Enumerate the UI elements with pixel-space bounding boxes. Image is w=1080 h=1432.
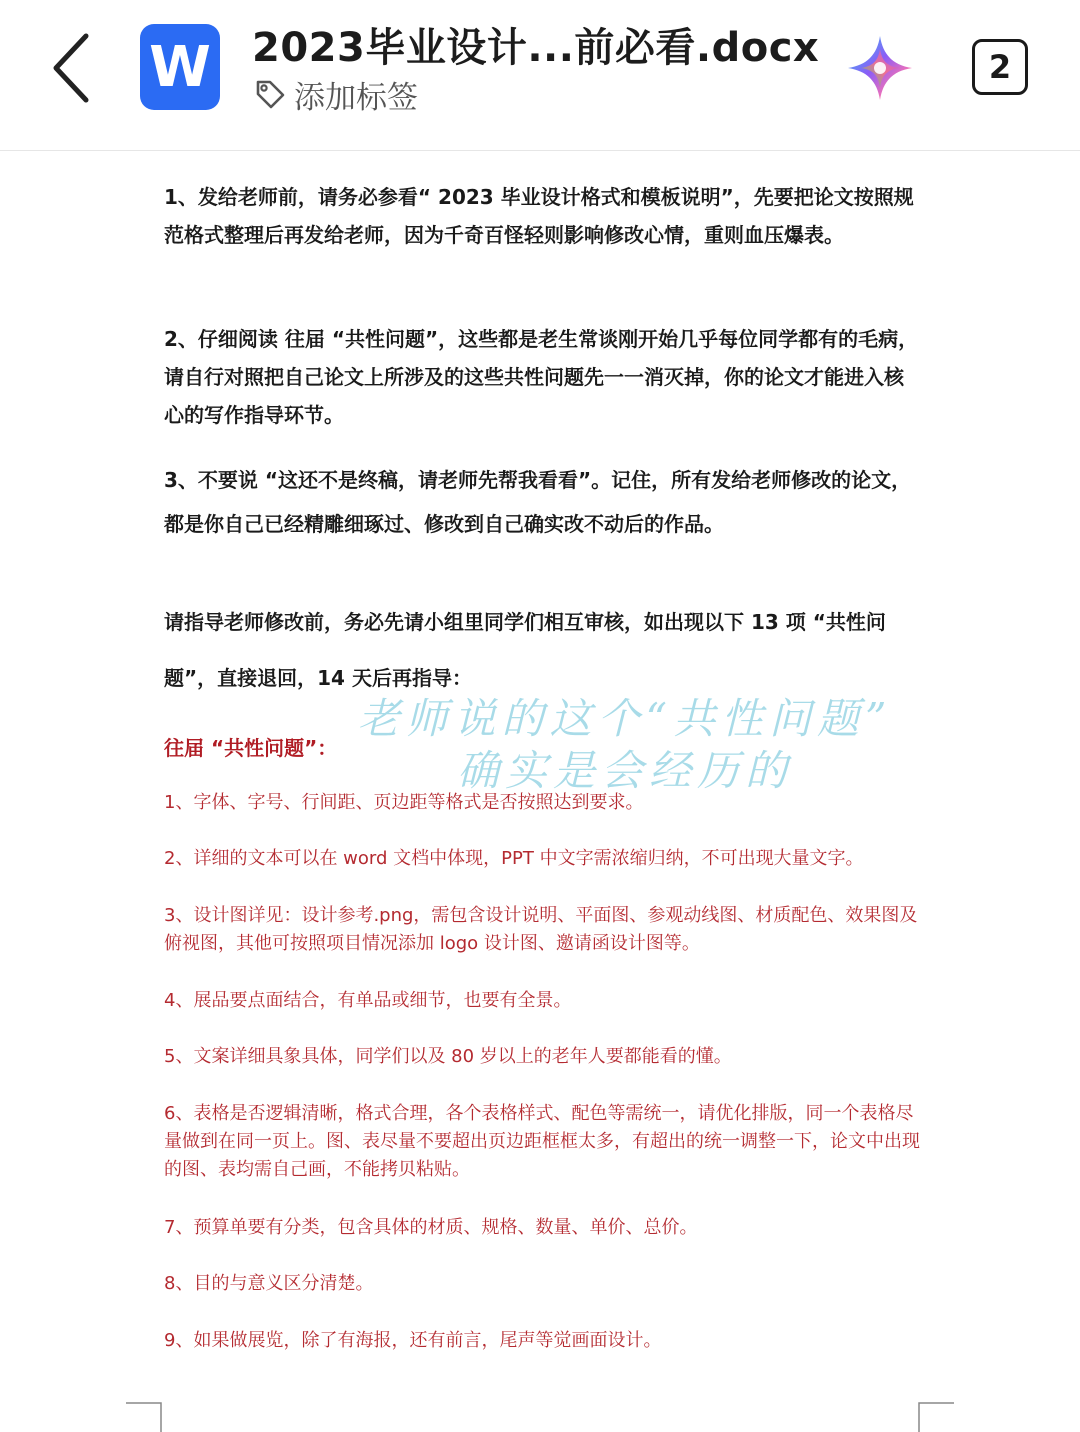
add-tag-button[interactable] — [254, 72, 418, 116]
issue-item-1: 1、字体、字号、行间距、页边距等格式是否按照达到要求。 — [164, 792, 644, 813]
ai-sparkle-icon — [845, 33, 915, 103]
issue-item-6: 6、表格是否逻辑清晰，格式合理，各个表格样式、配色等需统一，请优化排版，同一个表格尽量做到在同一页上。图、表尽量不要超出页边距框框太多，有超出的统一调整一下，论文中出现的图、表均需自己画，不能拷贝粘贴。 — [164, 1103, 920, 1180]
top-bar — [0, 0, 1080, 151]
paragraph-notice: 请指导老师修改前，务必先请小组里同学们相互审核，如出现以下 13 项 “共性问题”，直接退回，14 天后再指导： — [164, 610, 886, 690]
page-count-button[interactable]: 2 — [972, 39, 1028, 95]
paragraph-1: 1、发给老师前，请务必参看“ 2023 毕业设计格式和模板说明”，先要把论文按照规范格式整理后再发给老师，因为千奇百怪轻则影响修改心情，重则血压爆表。 — [164, 185, 914, 247]
paragraph-2: 2、仔细阅读 往届 “共性问题”，这些都是老生常谈刚开始几乎每位同学都有的毛病，请自行对照把自己论文上所涉及的这些共性问题先一一消灭掉，你的论文才能进入核心的写作指导环节。 — [164, 327, 919, 427]
issue-item-4: 4、展品要点面结合，有单品或细节，也要有全景。 — [164, 990, 572, 1011]
issue-item-7: 7、预算单要有分类，包含具体的材质、规格、数量、单价、总价。 — [164, 1217, 698, 1238]
issue-item-3: 3、设计图详见：设计参考.png，需包含设计说明、平面图、参观动线图、材质配色、效果图及俯视图，其他可按照项目情况添加 logo 设计图、邀请函设计图等。 — [164, 905, 918, 954]
word-doc-icon — [140, 24, 220, 110]
crop-mark-right — [918, 1402, 954, 1432]
ai-assistant-button[interactable] — [845, 33, 915, 103]
issue-item-2: 2、详细的文本可以在 word 文档中体现，PPT 中文字需浓缩归纳，不可出现大量文字。 — [164, 848, 864, 869]
common-issues-heading: 往届 “共性问题”： — [164, 736, 338, 760]
add-tag-label: 添加标签 — [294, 79, 418, 116]
issue-item-5: 5、文案详细具象具体，同学们以及 80 岁以上的老年人要都能看的懂。 — [164, 1046, 732, 1067]
paragraph-3: 3、不要说 “这还不是终稿，请老师先帮我看看”。记住，所有发给老师修改的论文，都是你自己已经精雕细琢过、修改到自己确实改不动后的作品。 — [164, 468, 912, 536]
document-title: 2023毕业设计...前必看.docx — [252, 25, 820, 71]
crop-mark-left — [126, 1402, 162, 1432]
tag-icon — [254, 78, 286, 110]
issue-item-8: 8、目的与意义区分清楚。 — [164, 1273, 374, 1294]
overlay-annotation-line-1: 老师说的这个“共性问题” — [357, 694, 893, 743]
back-button[interactable] — [44, 30, 100, 106]
issue-item-9: 9、如果做展览，除了有海报，还有前言，尾声等觉画面设计。 — [164, 1330, 662, 1351]
back-arrow-icon — [44, 30, 100, 106]
overlay-annotation-line-2: 确实是会经历的 — [456, 746, 793, 795]
word-doc-icon-letter: W — [149, 34, 211, 100]
